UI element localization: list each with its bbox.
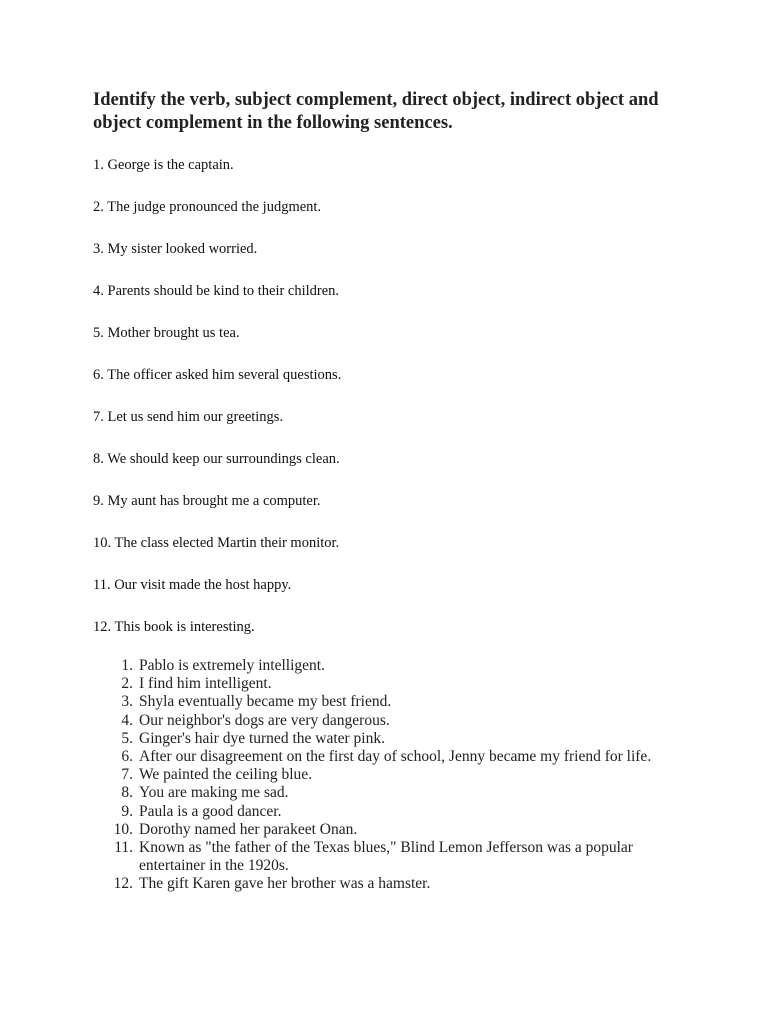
list-number: 11.	[114, 839, 133, 857]
list-text: After our disagreement on the first day of school, Jenny became my friend for life.	[139, 748, 652, 766]
list-number: 8.	[121, 784, 133, 802]
list-item	[93, 712, 693, 730]
list-text: Ginger's hair dye turned the water pink.	[139, 729, 385, 747]
sentence-item: 11. Our visit made the host happy.	[93, 577, 292, 593]
sentence-item: 1. George is the captain.	[93, 157, 234, 173]
list-item	[93, 875, 693, 893]
sentence-item: 9. My aunt has brought me a computer.	[93, 493, 321, 509]
list-number: 10.	[113, 820, 133, 838]
list-item	[93, 803, 693, 821]
sentence-item: 6. The officer asked him several questions.	[93, 367, 342, 383]
list-item	[93, 821, 693, 839]
list-text: The gift Karen gave her brother was a hamster.	[139, 875, 431, 893]
sentence-list	[93, 155, 341, 659]
list-item	[93, 675, 693, 693]
list-number: 9.	[121, 802, 133, 820]
list-text: Paula is a good dancer.	[139, 802, 282, 820]
list-item	[93, 748, 693, 766]
page-title: Identify the verb, subject complement, direct object, indirect object and object complement in the following sentences.	[93, 90, 659, 133]
numbered-sentence-list	[93, 657, 693, 894]
list-text: We painted the ceiling blue.	[139, 766, 313, 784]
list-item	[93, 657, 693, 675]
list-number: 7.	[121, 766, 133, 784]
sentence-item: 5. Mother brought us tea.	[93, 325, 240, 341]
sentence-item: 12. This book is interesting.	[93, 619, 255, 635]
sentence-item: 7. Let us send him our greetings.	[93, 409, 284, 425]
list-number: 12.	[113, 875, 133, 893]
list-text: Our neighbor's dogs are very dangerous.	[139, 711, 390, 729]
list-number: 5.	[121, 729, 133, 747]
list-item	[93, 784, 693, 802]
sentence-item: 4. Parents should be kind to their children.	[93, 283, 340, 299]
sentence-item: 2. The judge pronounced the judgment.	[93, 199, 322, 215]
list-item	[93, 730, 693, 748]
list-number: 6.	[121, 748, 133, 766]
list-item	[93, 693, 693, 711]
list-item	[93, 766, 693, 784]
sentence-item: 10. The class elected Martin their monitor.	[93, 535, 340, 551]
sentence-item: 8. We should keep our surroundings clean.	[93, 451, 340, 467]
list-text: You are making me sad.	[139, 784, 289, 802]
list-item	[93, 839, 693, 875]
list-text: Dorothy named her parakeet Onan.	[139, 820, 358, 838]
list-text: Shyla eventually became my best friend.	[139, 693, 392, 711]
list-text: Known as "the father of the Texas blues," Blind Lemon Jefferson was a popular entertainer in the 1920s.	[139, 839, 633, 875]
list-number: 3.	[121, 693, 133, 711]
list-number: 4.	[121, 711, 133, 729]
list-text: Pablo is extremely intelligent.	[139, 657, 325, 674]
list-text: I find him intelligent.	[139, 675, 272, 693]
list-number: 1.	[121, 657, 133, 674]
sentence-item: 3. My sister looked worried.	[93, 241, 258, 257]
list-number: 2.	[121, 675, 133, 693]
